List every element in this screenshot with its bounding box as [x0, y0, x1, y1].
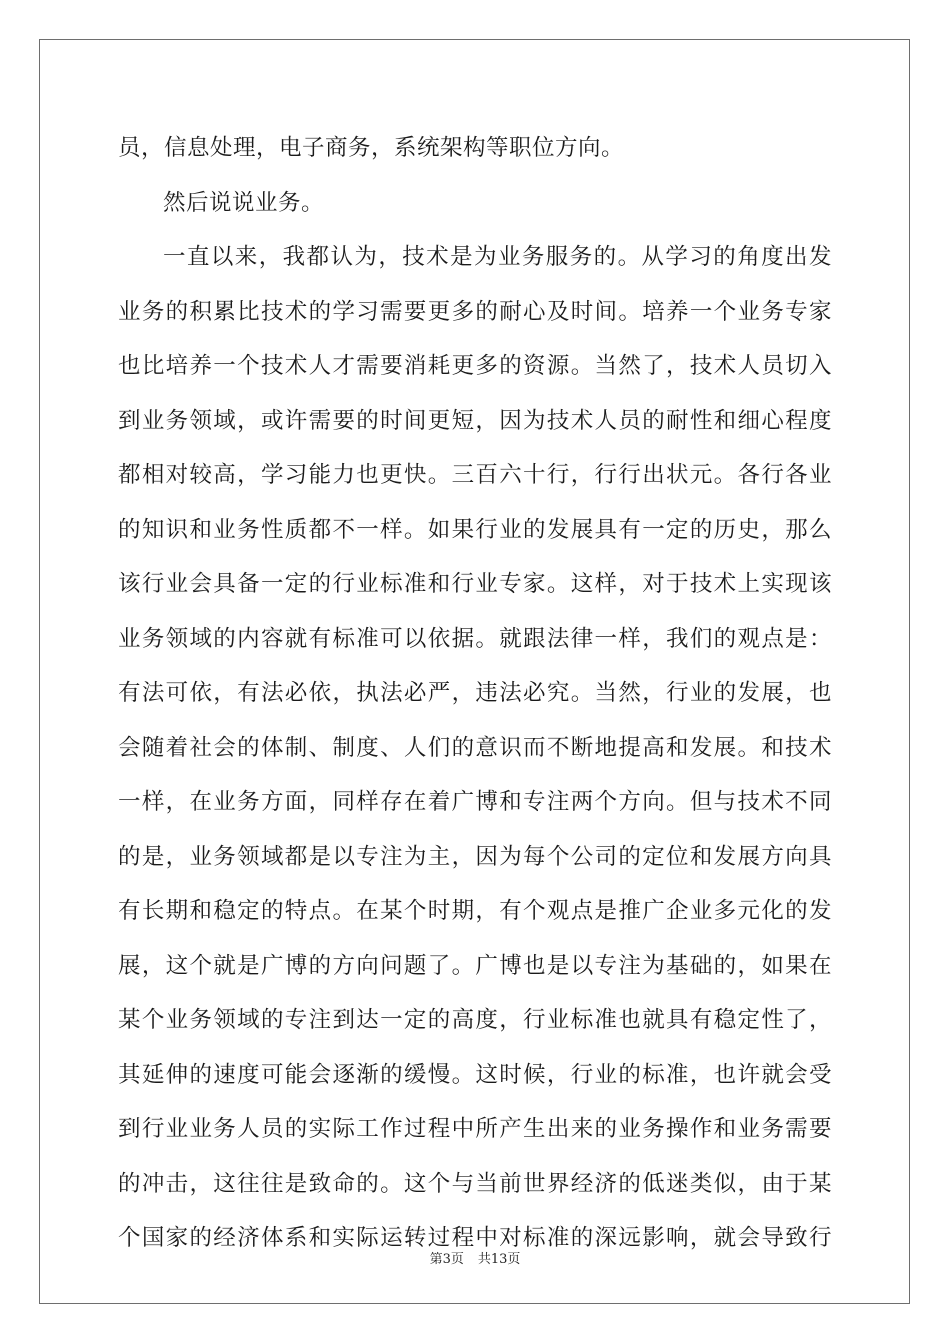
document-body [118, 128, 832, 1273]
text-line: 的是，业务领域都是以专注为主，因为每个公司的定位和发展方向具 [118, 843, 832, 870]
text-line: 某个业务领域的专注到达一定的高度，行业标准也就具有稳定性了， [118, 1007, 832, 1033]
text-line: 展，这个就是广博的方向问题了。广博也是以专注为基础的，如果在 [118, 952, 832, 979]
text-line: 个国家的经济体系和实际运转过程中对标准的深远影响，就会导致行 [118, 1225, 832, 1251]
text-line: 有法可依，有法必依，执法必严，违法必究。当然，行业的发展，也 [118, 680, 832, 706]
text-line: 业务领域的内容就有标准可以依据。就跟法律一样，我们的观点是： [118, 625, 832, 652]
text-line: 其延伸的速度可能会逐渐的缓慢。这时候，行业的标准，也许就会受 [118, 1061, 832, 1088]
text-line: 一样，在业务方面，同样存在着广博和专注两个方向。但与技术不同 [118, 789, 832, 815]
text-line: 到行业业务人员的实际工作过程中所产生出来的业务操作和业务需要 [118, 1116, 832, 1142]
text-line: 然后说说业务。 [163, 189, 325, 216]
text-line: 会随着社会的体制、制度、人们的意识而不断地提高和发展。和技术 [118, 734, 832, 761]
text-line: 员，信息处理，电子商务，系统架构等职位方向。 [118, 135, 625, 161]
text-line: 业务的积累比技术的学习需要更多的耐心及时间。培养一个业务专家 [118, 298, 832, 325]
text-line: 一直以来，我都认为，技术是为业务服务的。从学习的角度出发 [163, 244, 832, 270]
page-footer [0, 1248, 950, 1267]
text-line: 的冲击，这往往是致命的。这个与当前世界经济的低迷类似，由于某 [118, 1170, 832, 1197]
text-line: 该行业会具备一定的行业标准和行业专家。这样，对于技术上实现该 [118, 571, 832, 597]
page-number: 第3页 [429, 1252, 464, 1267]
text-line: 到业务领域，或许需要的时间更短，因为技术人员的耐性和细心程度 [118, 407, 832, 434]
text-line: 也比培养一个技术人才需要消耗更多的资源。当然了，技术人员切入 [118, 353, 832, 379]
text-line: 的知识和业务性质都不一样。如果行业的发展具有一定的历史，那么 [118, 516, 832, 543]
text-line: 都相对较高，学习能力也更快。三百六十行，行行出状元。各行各业 [118, 462, 832, 488]
text-line: 有长期和稳定的特点。在某个时期，有个观点是推广企业多元化的发 [118, 898, 832, 924]
page-total: 共13页 [477, 1252, 521, 1267]
